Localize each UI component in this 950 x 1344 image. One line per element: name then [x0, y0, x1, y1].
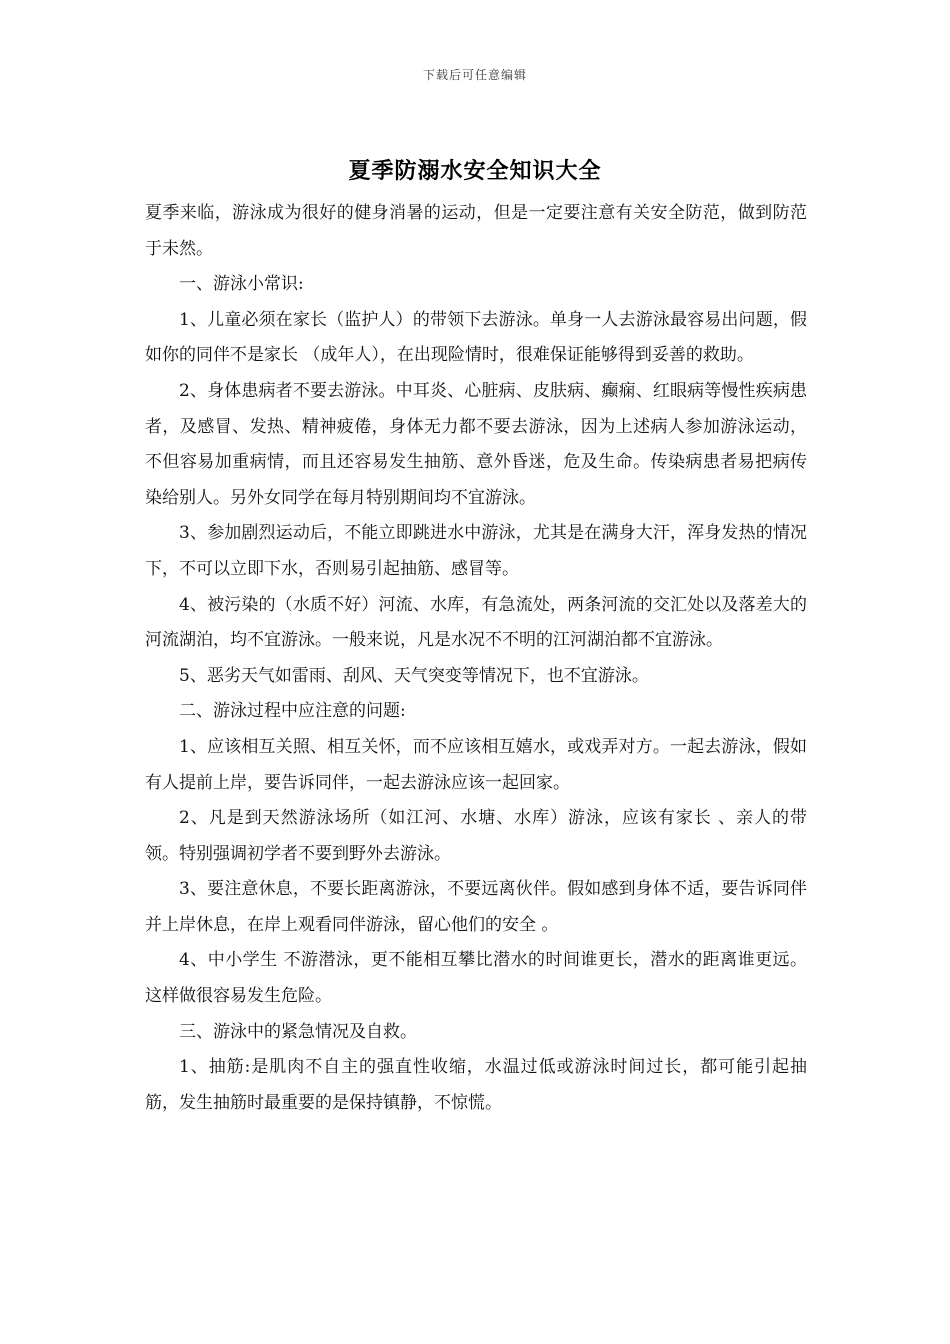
document-title: 夏季防溺水安全知识大全	[348, 158, 602, 184]
section-heading-2: 二、游泳过程中应注意的问题:	[179, 701, 406, 722]
header-note: 下载后可任意编辑	[422, 68, 527, 82]
paragraph-2-1: 1、应该相互关照、相互关怀，而不应该相互嬉水，或戏弄对方。一起去游泳，假如有人提前上岸，要告诉同伴，一起去游泳应该一起回家。	[145, 736, 807, 793]
paragraph-2-2: 2、凡是到天然游泳场所（如江河、水塘、水库）游泳，应该有家长 、亲人的带领。特别强调初学者不要到野外去游泳。	[145, 808, 807, 864]
paragraph-1-5: 5、恶劣天气如雷雨、刮风、天气突变等情况下，也不宜游泳。	[179, 665, 649, 686]
document-body	[145, 196, 807, 1121]
section-heading-3: 三、游泳中的紧急情况及自救。	[179, 1021, 417, 1042]
paragraph-3-1: 1、抽筋:是肌肉不自主的强直性收缩，水温过低或游泳时间过长，都可能引起抽筋，发生抽筋时最重要的是保持镇静，不惊慌。	[145, 1057, 807, 1113]
paragraph-1-1: 1、儿童必须在家长（监护人）的带领下去游泳。单身一人去游泳最容易出问题，假如你的同伴不是家长 （成年人），在出现险情时，很难保证能够得到妥善的救助。	[145, 309, 807, 366]
paragraph-1-3: 3、参加剧烈运动后，不能立即跳进水中游泳，尤其是在满身大汗，浑身发热的情况下，不可以立即下水，否则易引起抽筋、感冒等。	[145, 523, 807, 579]
paragraph-1-4: 4、被污染的（水质不好）河流、水库，有急流处，两条河流的交汇处以及落差大的河流湖泊，均不宜游泳。一般来说，凡是水况不不明的江河湖泊都不宜游泳。	[145, 594, 807, 651]
paragraph-intro: 夏季来临，游泳成为很好的健身消暑的运动，但是一定要注意有关安全防范，做到防范于未然。	[145, 203, 807, 259]
paragraph-2-4: 4、中小学生 不游潜泳，更不能相互攀比潜水的时间谁更长，潜水的距离谁更远。这样做很容易发生危险。	[145, 950, 807, 1007]
paragraph-1-2: 2、身体患病者不要去游泳。中耳炎、心脏病、皮肤病、癫痫、红眼病等慢性疾病患者，及感冒、发热、精神疲倦，身体无力都不要去游泳，因为上述病人参加游泳运动，不但容易加重病情，而且还容易发生抽筋、意外昏迷，危及生命。传染病患者易把病传染给别人。另外女同学在每月特别期间均不宜游泳。	[145, 380, 807, 508]
paragraph-2-3: 3、要注意休息，不要长距离游泳，不要远离伙伴。假如感到身体不适，要告诉同伴并上岸休息，在岸上观看同伴游泳，留心他们的安全 。	[145, 879, 807, 935]
section-heading-1: 一、游泳小常识:	[179, 274, 304, 295]
